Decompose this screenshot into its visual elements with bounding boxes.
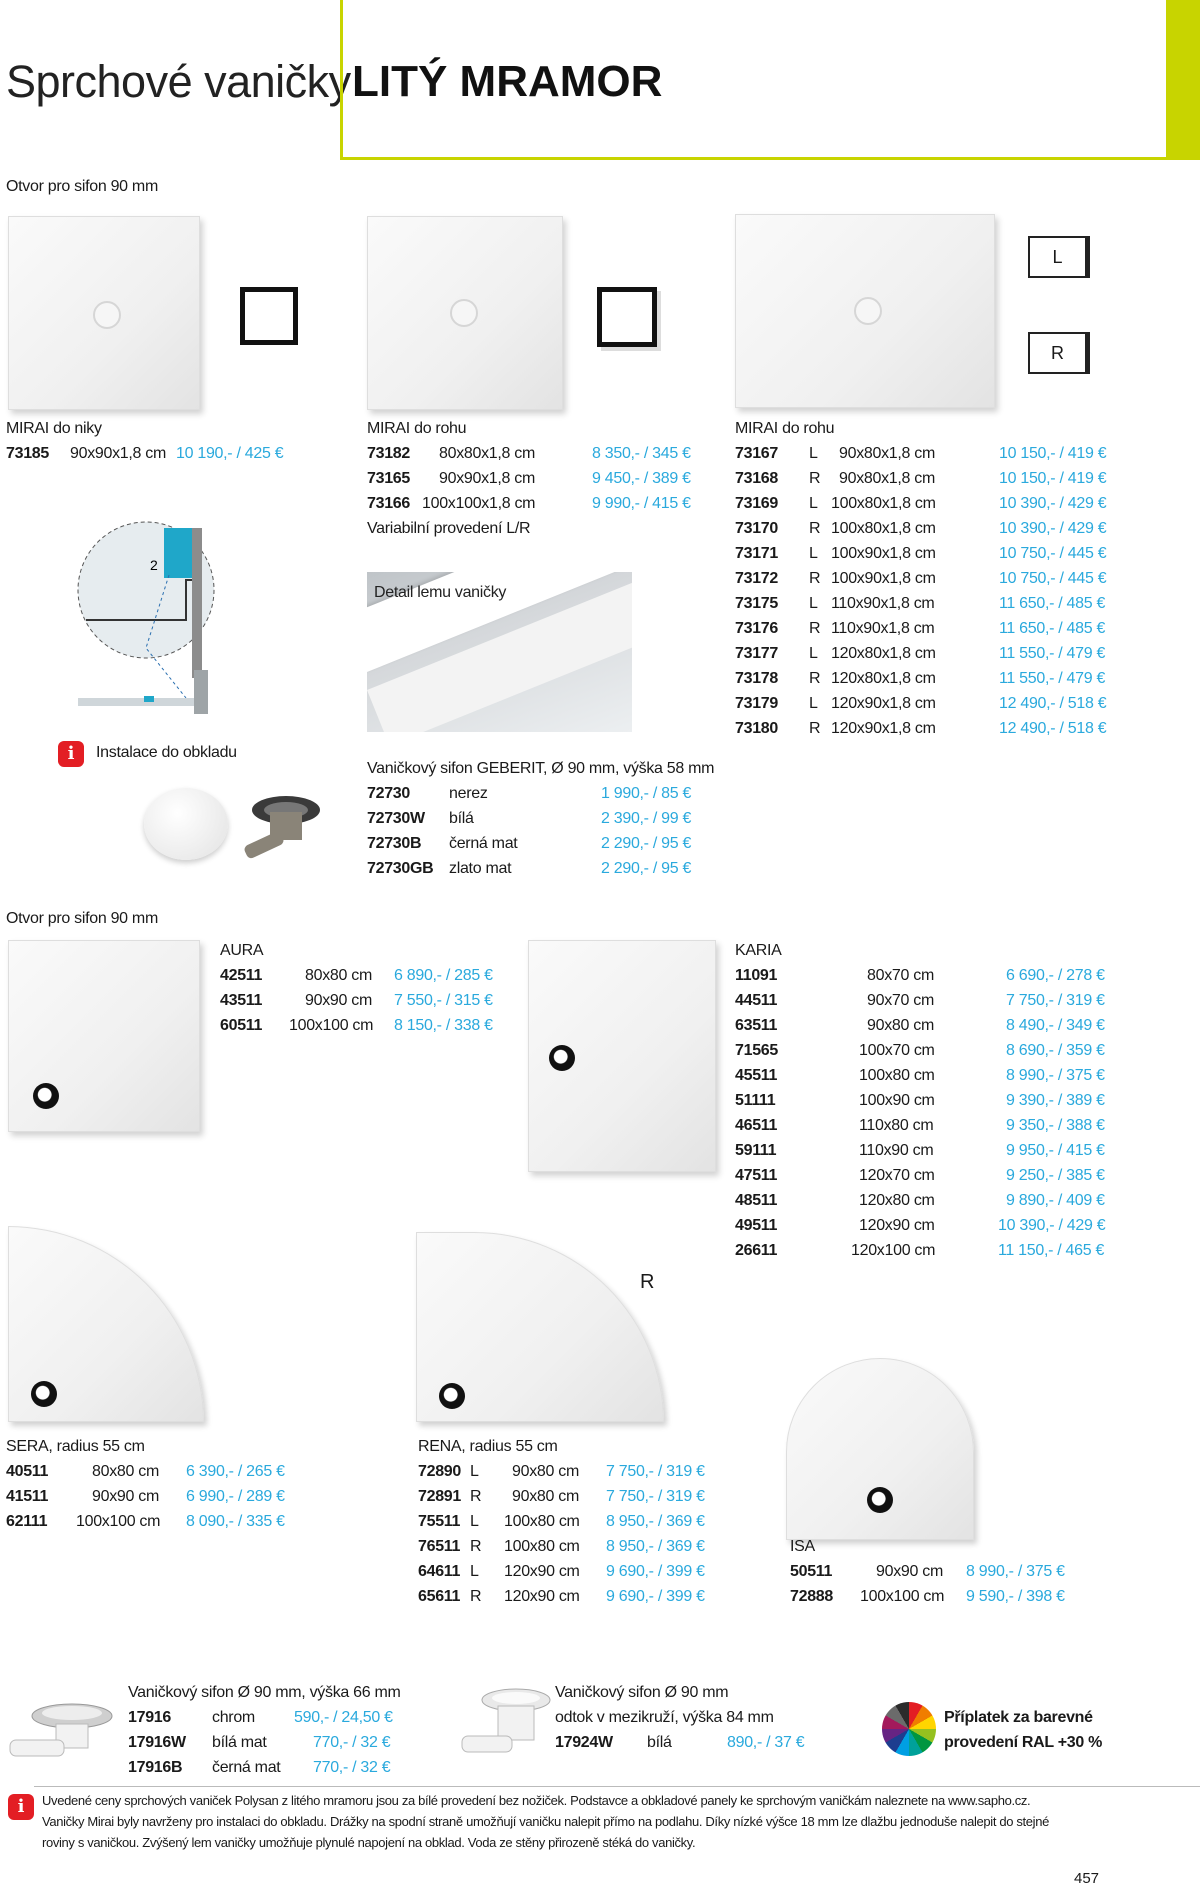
table-row (735, 1088, 1105, 1113)
product-code: 49511 (735, 1217, 778, 1234)
table-row (418, 1559, 718, 1584)
table-row (367, 491, 697, 516)
product-price: 770,- / 32 € (313, 1759, 391, 1776)
geberit-siphon-title: Vaničkový sifon GEBERIT, Ø 90 mm, výška 58 mm (367, 760, 715, 777)
product-code: 71565 (735, 1042, 778, 1059)
product-price: 7 750,- / 319 € (606, 1488, 705, 1505)
product-size: 120x90 cm (504, 1563, 580, 1580)
product-code: 48511 (735, 1192, 778, 1209)
product-size: 100x80 cm (859, 1067, 935, 1084)
mirai-corner-title: MIRAI do rohu (367, 420, 467, 437)
product-size: 90x80x1,8 cm (839, 445, 936, 462)
product-code: 72890 (418, 1463, 461, 1480)
table-row (6, 1484, 296, 1509)
product-side: L (470, 1463, 479, 1480)
siphon-cover-image (144, 788, 228, 860)
table-row (735, 691, 1105, 716)
product-side: R (470, 1488, 482, 1505)
corner-shape-icon (597, 287, 657, 347)
table-row (128, 1730, 428, 1755)
right-variant-label: R (1051, 342, 1064, 363)
product-finish: bílá mat (212, 1734, 267, 1751)
info-icon: i (58, 741, 84, 767)
table-row (220, 1013, 520, 1038)
product-code: 40511 (6, 1463, 49, 1480)
table-row (367, 831, 697, 856)
product-image-karia (528, 940, 716, 1172)
product-price: 10 150,- / 419 € (999, 470, 1107, 487)
product-code: 64611 (418, 1563, 461, 1580)
product-image-aura (8, 940, 200, 1132)
product-price: 11 150,- / 465 € (998, 1242, 1105, 1259)
table-row (6, 1509, 296, 1534)
product-size: 100x80x1,8 cm (831, 520, 936, 537)
drain-hole (93, 301, 121, 329)
product-price: 6 690,- / 278 € (1006, 967, 1105, 984)
product-price: 11 550,- / 479 € (999, 670, 1106, 687)
product-size: 90x90x1,8 cm (70, 445, 167, 462)
product-finish: bílá (647, 1734, 672, 1751)
product-price: 8 950,- / 369 € (606, 1513, 705, 1530)
product-code: 47511 (735, 1167, 778, 1184)
table-row (6, 1459, 296, 1484)
drain-hole (450, 299, 478, 327)
product-code: 73169 (735, 495, 778, 512)
right-variant-box (1028, 332, 1090, 374)
product-size: 90x80x1,8 cm (839, 470, 936, 487)
product-price: 8 150,- / 338 € (394, 1017, 493, 1034)
product-size: 90x80 cm (512, 1488, 579, 1505)
product-side: L (809, 645, 818, 662)
left-variant-label: L (1052, 246, 1063, 267)
product-size: 100x80 cm (504, 1538, 580, 1555)
left-variant-box (1028, 236, 1090, 278)
aura-title: AURA (220, 942, 264, 959)
table-row (128, 1705, 428, 1730)
siphon-66-image (4, 1700, 122, 1766)
product-price: 2 290,- / 95 € (601, 835, 692, 852)
product-code: 50511 (790, 1563, 833, 1580)
siphon-84-image (460, 1684, 556, 1764)
rena-side-marker: R (640, 1271, 655, 1293)
product-size: 120x100 cm (851, 1242, 936, 1259)
product-size: 90x90 cm (305, 992, 372, 1009)
product-size: 80x80 cm (92, 1463, 159, 1480)
note-line-3: roviny s vaničkou. Zvýšený lem vaničky umožňuje plynulé napojení na obklad. Voda ze stěny přirozeně stéká do vaničky. (42, 1835, 696, 1850)
table-row (735, 1013, 1105, 1038)
product-size: 100x80x1,8 cm (831, 495, 936, 512)
product-size: 100x90 cm (859, 1092, 935, 1109)
header-title-light: Sprchové vaničky (6, 56, 351, 107)
product-code: 73175 (735, 595, 778, 612)
product-code: 72730W (367, 810, 425, 827)
table-row (418, 1534, 718, 1559)
product-size: 100x90x1,8 cm (831, 545, 936, 562)
table-row (790, 1559, 1090, 1584)
siphon-84-title-2: odtok v mezikruží, výška 84 mm (555, 1709, 774, 1726)
table-row (735, 1238, 1105, 1263)
product-price: 9 590,- / 398 € (966, 1588, 1065, 1605)
product-code: 73178 (735, 670, 778, 687)
product-price: 1 990,- / 85 € (601, 785, 692, 802)
product-size: 120x90 cm (859, 1217, 935, 1234)
product-code: 73171 (735, 545, 778, 562)
product-price: 11 650,- / 485 € (999, 620, 1106, 637)
siphon-84-title-1: Vaničkový sifon Ø 90 mm (555, 1684, 729, 1701)
note-line-1: Uvedené ceny sprchových vaniček Polysan z litého mramoru jsou za bílé provedení bez nožiček. Podstavce a obkladové panely ke sprchovým vaničkám naleznete na www.sapho.cz. (42, 1793, 1031, 1808)
product-image-rena (416, 1232, 664, 1422)
siphon-84-row (555, 1730, 855, 1755)
product-side: L (809, 695, 818, 712)
product-price: 590,- / 24,50 € (294, 1709, 393, 1726)
product-code: 72730GB (367, 860, 434, 877)
product-code: 72730B (367, 835, 422, 852)
product-image-mirai-corner (367, 216, 563, 410)
product-size: 100x100 cm (289, 1017, 374, 1034)
product-side: R (809, 570, 821, 587)
product-code: 73180 (735, 720, 778, 737)
table-row (735, 616, 1105, 641)
product-size: 110x90x1,8 cm (831, 620, 935, 637)
product-size: 80x70 cm (867, 967, 934, 984)
product-code: 59111 (735, 1142, 777, 1159)
drain-hole (33, 1083, 59, 1109)
product-code: 73170 (735, 520, 778, 537)
product-code: 17916 (128, 1709, 171, 1726)
product-size: 120x70 cm (859, 1167, 935, 1184)
product-size: 80x80x1,8 cm (439, 445, 536, 462)
table-row (367, 466, 697, 491)
table-row (735, 666, 1105, 691)
table-row (735, 516, 1105, 541)
product-price: 9 690,- / 399 € (606, 1588, 705, 1605)
product-code: 45511 (735, 1067, 778, 1084)
product-price: 890,- / 37 € (727, 1734, 805, 1751)
product-code: 76511 (418, 1538, 461, 1555)
product-code: 73177 (735, 645, 778, 662)
niche-install-diagram (76, 520, 236, 720)
product-code: 51111 (735, 1092, 776, 1109)
table-row (735, 1138, 1105, 1163)
product-price: 8 690,- / 359 € (1006, 1042, 1105, 1059)
table-row (418, 1459, 718, 1484)
product-code: 17916B (128, 1759, 183, 1776)
product-price: 7 750,- / 319 € (1006, 992, 1105, 1009)
isa-title: ISA (790, 1538, 815, 1555)
product-size: 90x80 cm (512, 1463, 579, 1480)
drain-hole (31, 1381, 57, 1407)
table-row (735, 963, 1105, 988)
product-price: 9 990,- / 415 € (592, 495, 691, 512)
product-price: 10 390,- / 429 € (998, 1217, 1106, 1234)
product-code: 17924W (555, 1734, 613, 1751)
product-size: 100x80 cm (504, 1513, 580, 1530)
drain-hole (439, 1383, 465, 1409)
product-size: 90x90 cm (92, 1488, 159, 1505)
product-code: 63511 (735, 1017, 778, 1034)
product-price: 8 990,- / 375 € (1006, 1067, 1105, 1084)
product-code: 73176 (735, 620, 778, 637)
page-number: 457 (1074, 1870, 1100, 1887)
product-price: 6 390,- / 265 € (186, 1463, 285, 1480)
variant-note: Variabilní provedení L/R (367, 520, 531, 537)
product-price: 12 490,- / 518 € (999, 695, 1107, 712)
product-code: 26611 (735, 1242, 778, 1259)
product-finish: černá mat (449, 835, 518, 852)
product-image-isa (786, 1358, 974, 1540)
product-price: 9 450,- / 389 € (592, 470, 691, 487)
info-icon: i (8, 1794, 34, 1820)
product-size: 110x80 cm (859, 1117, 934, 1134)
product-code: 73165 (367, 470, 410, 487)
siphon-66-title: Vaničkový sifon Ø 90 mm, výška 66 mm (128, 1684, 401, 1701)
product-code: 43511 (220, 992, 263, 1009)
product-code: 46511 (735, 1117, 778, 1134)
header-title-bold: LITÝ MRAMOR (352, 57, 663, 106)
product-side: R (470, 1588, 482, 1605)
product-price: 9 350,- / 388 € (1006, 1117, 1105, 1134)
product-code: 72891 (418, 1488, 461, 1505)
product-price: 10 390,- / 429 € (999, 495, 1107, 512)
mirai-corner-lr-title: MIRAI do rohu (735, 420, 835, 437)
product-size: 110x90 cm (859, 1142, 934, 1159)
mirai-niche-title: MIRAI do niky (6, 420, 102, 437)
product-price: 7 750,- / 319 € (606, 1463, 705, 1480)
product-finish: bílá (449, 810, 474, 827)
table-row (735, 466, 1105, 491)
product-image-sera (8, 1226, 204, 1422)
karia-title: KARIA (735, 942, 782, 959)
product-side: L (470, 1513, 479, 1530)
niche-shape-icon (240, 287, 298, 345)
table-row (735, 591, 1105, 616)
table-row (735, 1213, 1105, 1238)
mirai-niche-row (6, 441, 296, 466)
product-price: 8 950,- / 369 € (606, 1538, 705, 1555)
drain-hole (854, 297, 882, 325)
product-code: 73168 (735, 470, 778, 487)
product-code: 42511 (220, 967, 263, 984)
product-size: 120x80 cm (859, 1192, 935, 1209)
drain-hole (867, 1487, 893, 1513)
product-code: 73182 (367, 445, 410, 462)
table-row (220, 963, 520, 988)
product-side: R (809, 620, 821, 637)
product-finish: nerez (449, 785, 488, 802)
table-row (418, 1509, 718, 1534)
product-side: R (809, 670, 821, 687)
product-side: L (809, 445, 818, 462)
section-label: Otvor pro sifon 90 mm (6, 910, 158, 927)
table-row (418, 1484, 718, 1509)
edge-detail-label: Detail lemu vaničky (374, 584, 507, 601)
product-price: 10 190,- / 425 € (176, 445, 284, 462)
product-code: 72730 (367, 785, 410, 802)
product-side: R (809, 520, 821, 537)
table-row (790, 1584, 1090, 1609)
product-price: 770,- / 32 € (313, 1734, 391, 1751)
notes-rule (34, 1786, 1200, 1787)
product-price: 10 750,- / 445 € (999, 545, 1107, 562)
product-price: 8 990,- / 375 € (966, 1563, 1065, 1580)
product-code: 17916W (128, 1734, 186, 1751)
product-price: 6 890,- / 285 € (394, 967, 493, 984)
diagram-dimension-label: 2 (150, 557, 158, 573)
product-side: R (470, 1538, 482, 1555)
product-price: 8 090,- / 335 € (186, 1513, 285, 1530)
product-price: 2 290,- / 95 € (601, 860, 692, 877)
product-price: 8 490,- / 349 € (1006, 1017, 1105, 1034)
product-size: 120x80x1,8 cm (831, 670, 936, 687)
product-code: 73167 (735, 445, 778, 462)
product-size: 90x90x1,8 cm (439, 470, 536, 487)
product-side: L (809, 595, 818, 612)
drain-hole (549, 1045, 575, 1071)
product-price: 10 150,- / 419 € (999, 445, 1107, 462)
product-price: 6 990,- / 289 € (186, 1488, 285, 1505)
product-code: 72888 (790, 1588, 833, 1605)
product-price: 10 750,- / 445 € (999, 570, 1107, 587)
ral-line-1: Příplatek za barevné (944, 1709, 1093, 1726)
table-row (418, 1584, 718, 1609)
table-row (735, 541, 1105, 566)
product-code: 73172 (735, 570, 778, 587)
product-size: 120x90x1,8 cm (831, 720, 936, 737)
product-size: 110x90x1,8 cm (831, 595, 935, 612)
section-label: Otvor pro sifon 90 mm (6, 178, 158, 195)
table-row (735, 641, 1105, 666)
product-size: 120x80x1,8 cm (831, 645, 936, 662)
siphon-body-image (238, 792, 324, 864)
product-finish: černá mat (212, 1759, 281, 1776)
product-code: 75511 (418, 1513, 461, 1530)
product-price: 10 390,- / 429 € (999, 520, 1107, 537)
table-row (735, 1063, 1105, 1088)
table-row (367, 441, 697, 466)
table-row (735, 1038, 1105, 1063)
product-code: 73179 (735, 695, 778, 712)
table-row (128, 1755, 428, 1780)
table-row (735, 491, 1105, 516)
product-price: 9 890,- / 409 € (1006, 1192, 1105, 1209)
product-side: L (809, 495, 818, 512)
table-row (735, 716, 1105, 741)
ral-color-wheel-icon (882, 1702, 936, 1756)
accent-bar (1169, 0, 1200, 160)
ral-line-2: provedení RAL +30 % (944, 1734, 1103, 1751)
product-size: 100x100 cm (860, 1588, 945, 1605)
product-size: 90x70 cm (867, 992, 934, 1009)
product-side: R (809, 720, 821, 737)
product-image-mirai-niche (8, 216, 200, 410)
table-row (735, 1188, 1105, 1213)
product-image-mirai-corner-lr (735, 214, 995, 408)
product-code: 65611 (418, 1588, 461, 1605)
product-code: 11091 (735, 967, 778, 984)
product-price: 9 390,- / 389 € (1006, 1092, 1105, 1109)
product-size: 100x100 cm (76, 1513, 161, 1530)
product-price: 8 350,- / 345 € (592, 445, 691, 462)
product-size: 100x70 cm (859, 1042, 935, 1059)
table-row (735, 988, 1105, 1013)
product-code: 62111 (6, 1513, 48, 1530)
product-size: 90x90 cm (876, 1563, 943, 1580)
product-size: 120x90 cm (504, 1588, 580, 1605)
product-finish: zlato mat (449, 860, 512, 877)
product-price: 9 250,- / 385 € (1006, 1167, 1105, 1184)
table-row (367, 781, 697, 806)
product-side: R (809, 470, 821, 487)
product-size: 100x100x1,8 cm (422, 495, 536, 512)
product-price: 9 690,- / 399 € (606, 1563, 705, 1580)
product-size: 80x80 cm (305, 967, 372, 984)
product-code: 60511 (220, 1017, 263, 1034)
product-price: 9 950,- / 415 € (1006, 1142, 1105, 1159)
product-price: 7 550,- / 315 € (394, 992, 493, 1009)
product-price: 11 550,- / 479 € (999, 645, 1106, 662)
table-row (735, 1163, 1105, 1188)
table-row (367, 806, 697, 831)
product-code: 41511 (6, 1488, 49, 1505)
install-label: Instalace do obkladu (96, 744, 237, 761)
rena-title: RENA, radius 55 cm (418, 1438, 558, 1455)
table-row (735, 566, 1105, 591)
product-code: 44511 (735, 992, 778, 1009)
product-finish: chrom (212, 1709, 255, 1726)
product-size: 120x90x1,8 cm (831, 695, 936, 712)
product-size: 90x80 cm (867, 1017, 934, 1034)
table-row (367, 856, 697, 881)
product-code: 73185 (6, 445, 49, 462)
product-size: 100x90x1,8 cm (831, 570, 936, 587)
product-price: 2 390,- / 99 € (601, 810, 692, 827)
product-price: 11 650,- / 485 € (999, 595, 1106, 612)
note-line-2: Vaničky Mirai byly navrženy pro instalaci do obkladu. Drážky na spodní straně umožňují vaničku nalepit přímo na podlahu. Díky nízké výšce 18 mm lze dlažbu jednoduše nalepit do stejné (42, 1814, 1049, 1829)
table-row (220, 988, 520, 1013)
product-side: L (470, 1563, 479, 1580)
sera-title: SERA, radius 55 cm (6, 1438, 145, 1455)
product-side: L (809, 545, 818, 562)
table-row (735, 1113, 1105, 1138)
table-row (735, 441, 1105, 466)
product-price: 12 490,- / 518 € (999, 720, 1107, 737)
product-code: 73166 (367, 495, 410, 512)
